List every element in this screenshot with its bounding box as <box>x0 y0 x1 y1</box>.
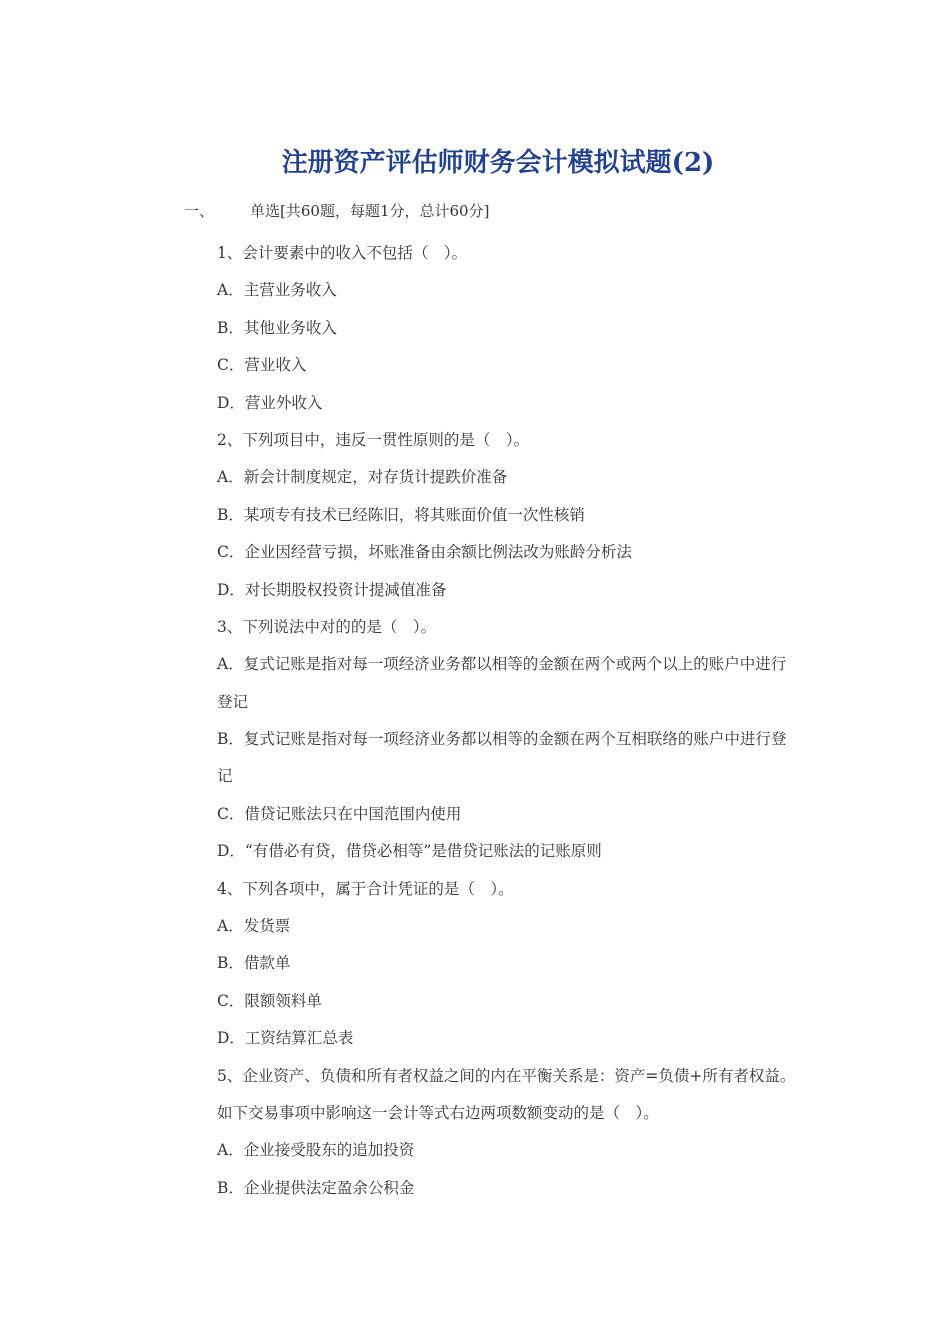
text-line: 记 <box>217 767 233 786</box>
text-line: 2、下列项目中，违反一贯性原则的是（ ）。 <box>217 430 530 449</box>
text-line: D．“有借必有贷，借贷必相等”是借贷记账法的记账原则 <box>217 842 602 861</box>
text-line: C．营业收入 <box>217 356 307 375</box>
section-heading <box>184 200 489 222</box>
question-body <box>217 235 853 1207</box>
text-line: B．其他业务收入 <box>217 318 337 337</box>
text-line: A．发货票 <box>217 917 291 936</box>
text-line: 登记 <box>217 692 249 711</box>
text-line: A．企业接受股东的追加投资 <box>217 1141 415 1160</box>
text-line: A．主营业务收入 <box>217 281 337 300</box>
text-line: D．对长期股权投资计提减值准备 <box>217 580 447 599</box>
section-number: 一、 <box>184 202 215 220</box>
text-line: B．企业提供法定盈余公积金 <box>217 1178 415 1197</box>
text-line: 4、下列各项中，属于合计凭证的是（ ）。 <box>217 879 514 898</box>
text-line: B．借款单 <box>217 954 291 973</box>
text-line: D．工资结算汇总表 <box>217 1029 354 1048</box>
text-line: A．新会计制度规定，对存货计提跌价准备 <box>217 468 508 487</box>
text-line: 5、企业资产、负债和所有者权益之间的内在平衡关系是：资产=负债+所有者权益。 <box>217 1066 796 1085</box>
text-line: B．复式记账是指对每一项经济业务都以相等的金额在两个互相联络的账户中进行登 <box>217 730 787 749</box>
text-line: 1、会计要素中的收入不包括（ ）。 <box>217 244 468 262</box>
text-line: C．企业因经营亏损，坏账准备由余额比例法改为账龄分析法 <box>217 543 632 562</box>
text-line: C．限额领料单 <box>217 991 322 1010</box>
text-line: B．某项专有技术已经陈旧，将其账面价值一次性核销 <box>217 505 585 524</box>
text-line: 3、下列说法中对的的是（ ）。 <box>217 617 437 636</box>
text-line: A．复式记账是指对每一项经济业务都以相等的金额在两个或两个以上的账户中进行 <box>217 655 787 674</box>
section-text: 单选[共60题，每题1分，总计60分] <box>250 202 490 220</box>
text-line: 如下交易事项中影响这一会计等式右边两项数额变动的是（ ）。 <box>217 1103 659 1122</box>
text-line: C．借贷记账法只在中国范围内使用 <box>217 804 462 823</box>
text-line: D．营业外收入 <box>217 393 323 412</box>
document-title: 注册资产评估师财务会计模拟试题(2) <box>281 148 715 178</box>
